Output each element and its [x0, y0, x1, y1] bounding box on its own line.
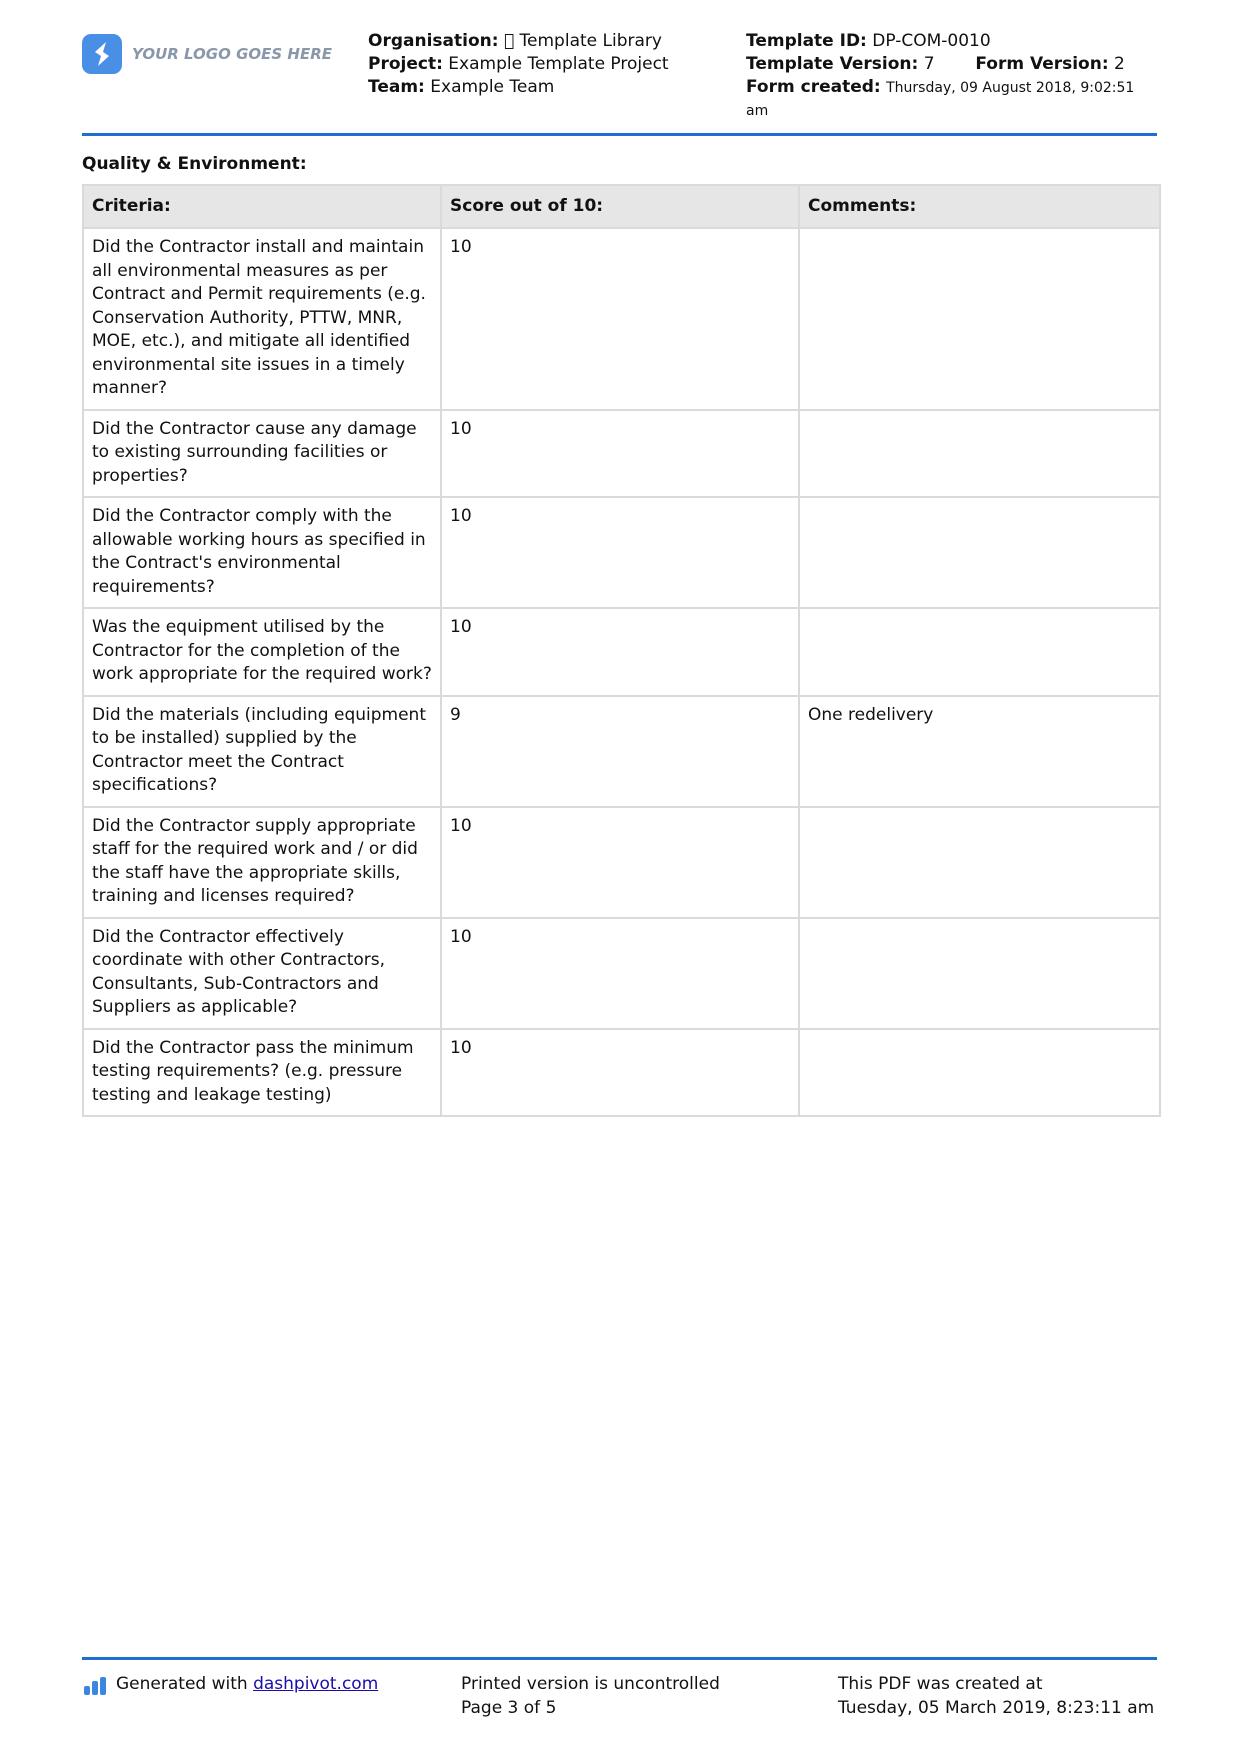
logo-mark-icon	[82, 34, 122, 74]
score-cell: 10	[441, 1029, 799, 1117]
comment-cell	[799, 1029, 1160, 1117]
comment-cell	[799, 228, 1160, 410]
criteria-cell: Did the materials (including equipment to be installed) supplied by the Contractor meet the Contract specifications?	[83, 696, 441, 807]
comment-cell	[799, 807, 1160, 918]
pdf-created-value: Tuesday, 05 March 2019, 8:23:11 am	[838, 1697, 1155, 1718]
score-cell: 10	[441, 410, 799, 498]
comment-cell	[799, 918, 1160, 1029]
criteria-cell: Did the Contractor cause any damage to existing surrounding facilities or properties?	[83, 410, 441, 498]
organisation-label: Organisation:	[368, 31, 499, 51]
pdf-created-label: This PDF was created at	[838, 1674, 1043, 1694]
table-row	[83, 410, 1160, 498]
score-cell: 10	[441, 918, 799, 1029]
organisation-value: Template Library	[503, 31, 647, 51]
comment-cell	[799, 497, 1160, 608]
footer-print-info	[461, 1673, 720, 1720]
header-template-info	[746, 30, 1166, 123]
team-label: Team:	[368, 77, 425, 97]
header-project-info	[368, 30, 728, 99]
table-row	[83, 497, 1160, 608]
project-value: Example Template Project	[448, 54, 669, 74]
page-number: Page 3 of 5	[461, 1697, 557, 1718]
form-version-label: Form Version:	[975, 54, 1109, 74]
footer-divider	[82, 1657, 1157, 1660]
form-created-line	[746, 76, 1166, 100]
score-cell: 10	[441, 807, 799, 918]
form-created-value-cont: am	[746, 103, 769, 119]
criteria-cell: Did the Contractor supply appropriate staff for the required work and / or did the staff have the appropriate skills, training and licenses required?	[83, 807, 441, 918]
form-created-label: Form created:	[746, 77, 881, 97]
footer-pdf-info	[838, 1673, 1154, 1720]
table-row	[83, 696, 1160, 807]
table-row	[83, 918, 1160, 1029]
template-id-line	[746, 30, 1166, 53]
version-line	[746, 53, 1166, 76]
score-cell: 10	[441, 228, 799, 410]
table-row	[83, 1029, 1160, 1117]
table-row	[83, 228, 1160, 410]
organisation-line	[368, 30, 728, 53]
printed-notice: Printed version is uncontrolled	[461, 1674, 720, 1694]
score-cell: 10	[441, 608, 799, 696]
header-divider	[82, 133, 1157, 136]
score-column-header: Score out of 10:	[441, 185, 799, 228]
criteria-table	[82, 184, 1161, 1117]
section-title: Quality & Environment:	[82, 154, 307, 174]
comment-cell: One redelivery	[799, 696, 1160, 807]
company-logo	[82, 33, 332, 75]
template-version-value: 7	[923, 54, 935, 74]
criteria-cell: Did the Contractor effectively coordinate with other Contractors, Consultants, Sub-Contractors and Suppliers as applicable?	[83, 918, 441, 1029]
form-created-value: Thursday, 09 August 2018, 9:02:51	[886, 80, 1135, 96]
comments-column-header: Comments:	[799, 185, 1160, 228]
team-line	[368, 76, 728, 99]
template-id-label: Template ID:	[746, 31, 867, 51]
team-value: Example Team	[430, 77, 555, 97]
template-id-value: DP-COM-0010	[872, 31, 991, 51]
generated-prefix: Generated with	[116, 1674, 254, 1694]
comment-cell	[799, 608, 1160, 696]
score-cell: 9	[441, 696, 799, 807]
logo-text: YOUR LOGO GOES HERE	[132, 45, 333, 63]
comment-cell	[799, 410, 1160, 498]
table-row	[83, 807, 1160, 918]
criteria-cell: Did the Contractor pass the minimum testing requirements? (e.g. pressure testing and leakage testing)	[83, 1029, 441, 1117]
criteria-cell: Was the equipment utilised by the Contractor for the completion of the work appropriate for the required work?	[83, 608, 441, 696]
criteria-column-header: Criteria:	[83, 185, 441, 228]
criteria-cell: Did the Contractor comply with the allowable working hours as specified in the Contract's environmental requirements?	[83, 497, 441, 608]
project-label: Project:	[368, 54, 443, 74]
score-cell: 10	[441, 497, 799, 608]
template-version-label: Template Version:	[746, 54, 919, 74]
dashpivot-link[interactable]: dashpivot.com	[253, 1674, 379, 1694]
criteria-cell: Did the Contractor install and maintain all environmental measures as per Contract and Permit requirements (e.g. Conservation Authority, PTTW, MNR, MOE, etc.), and mitigate all identified environmental site issues in a timely manner?	[83, 228, 441, 410]
bar-chart-icon	[84, 1677, 108, 1695]
table-row	[83, 608, 1160, 696]
footer-generated	[84, 1673, 378, 1697]
table-header-row	[83, 185, 1160, 228]
project-line	[368, 53, 728, 76]
form-version-value: 2	[1114, 54, 1125, 74]
